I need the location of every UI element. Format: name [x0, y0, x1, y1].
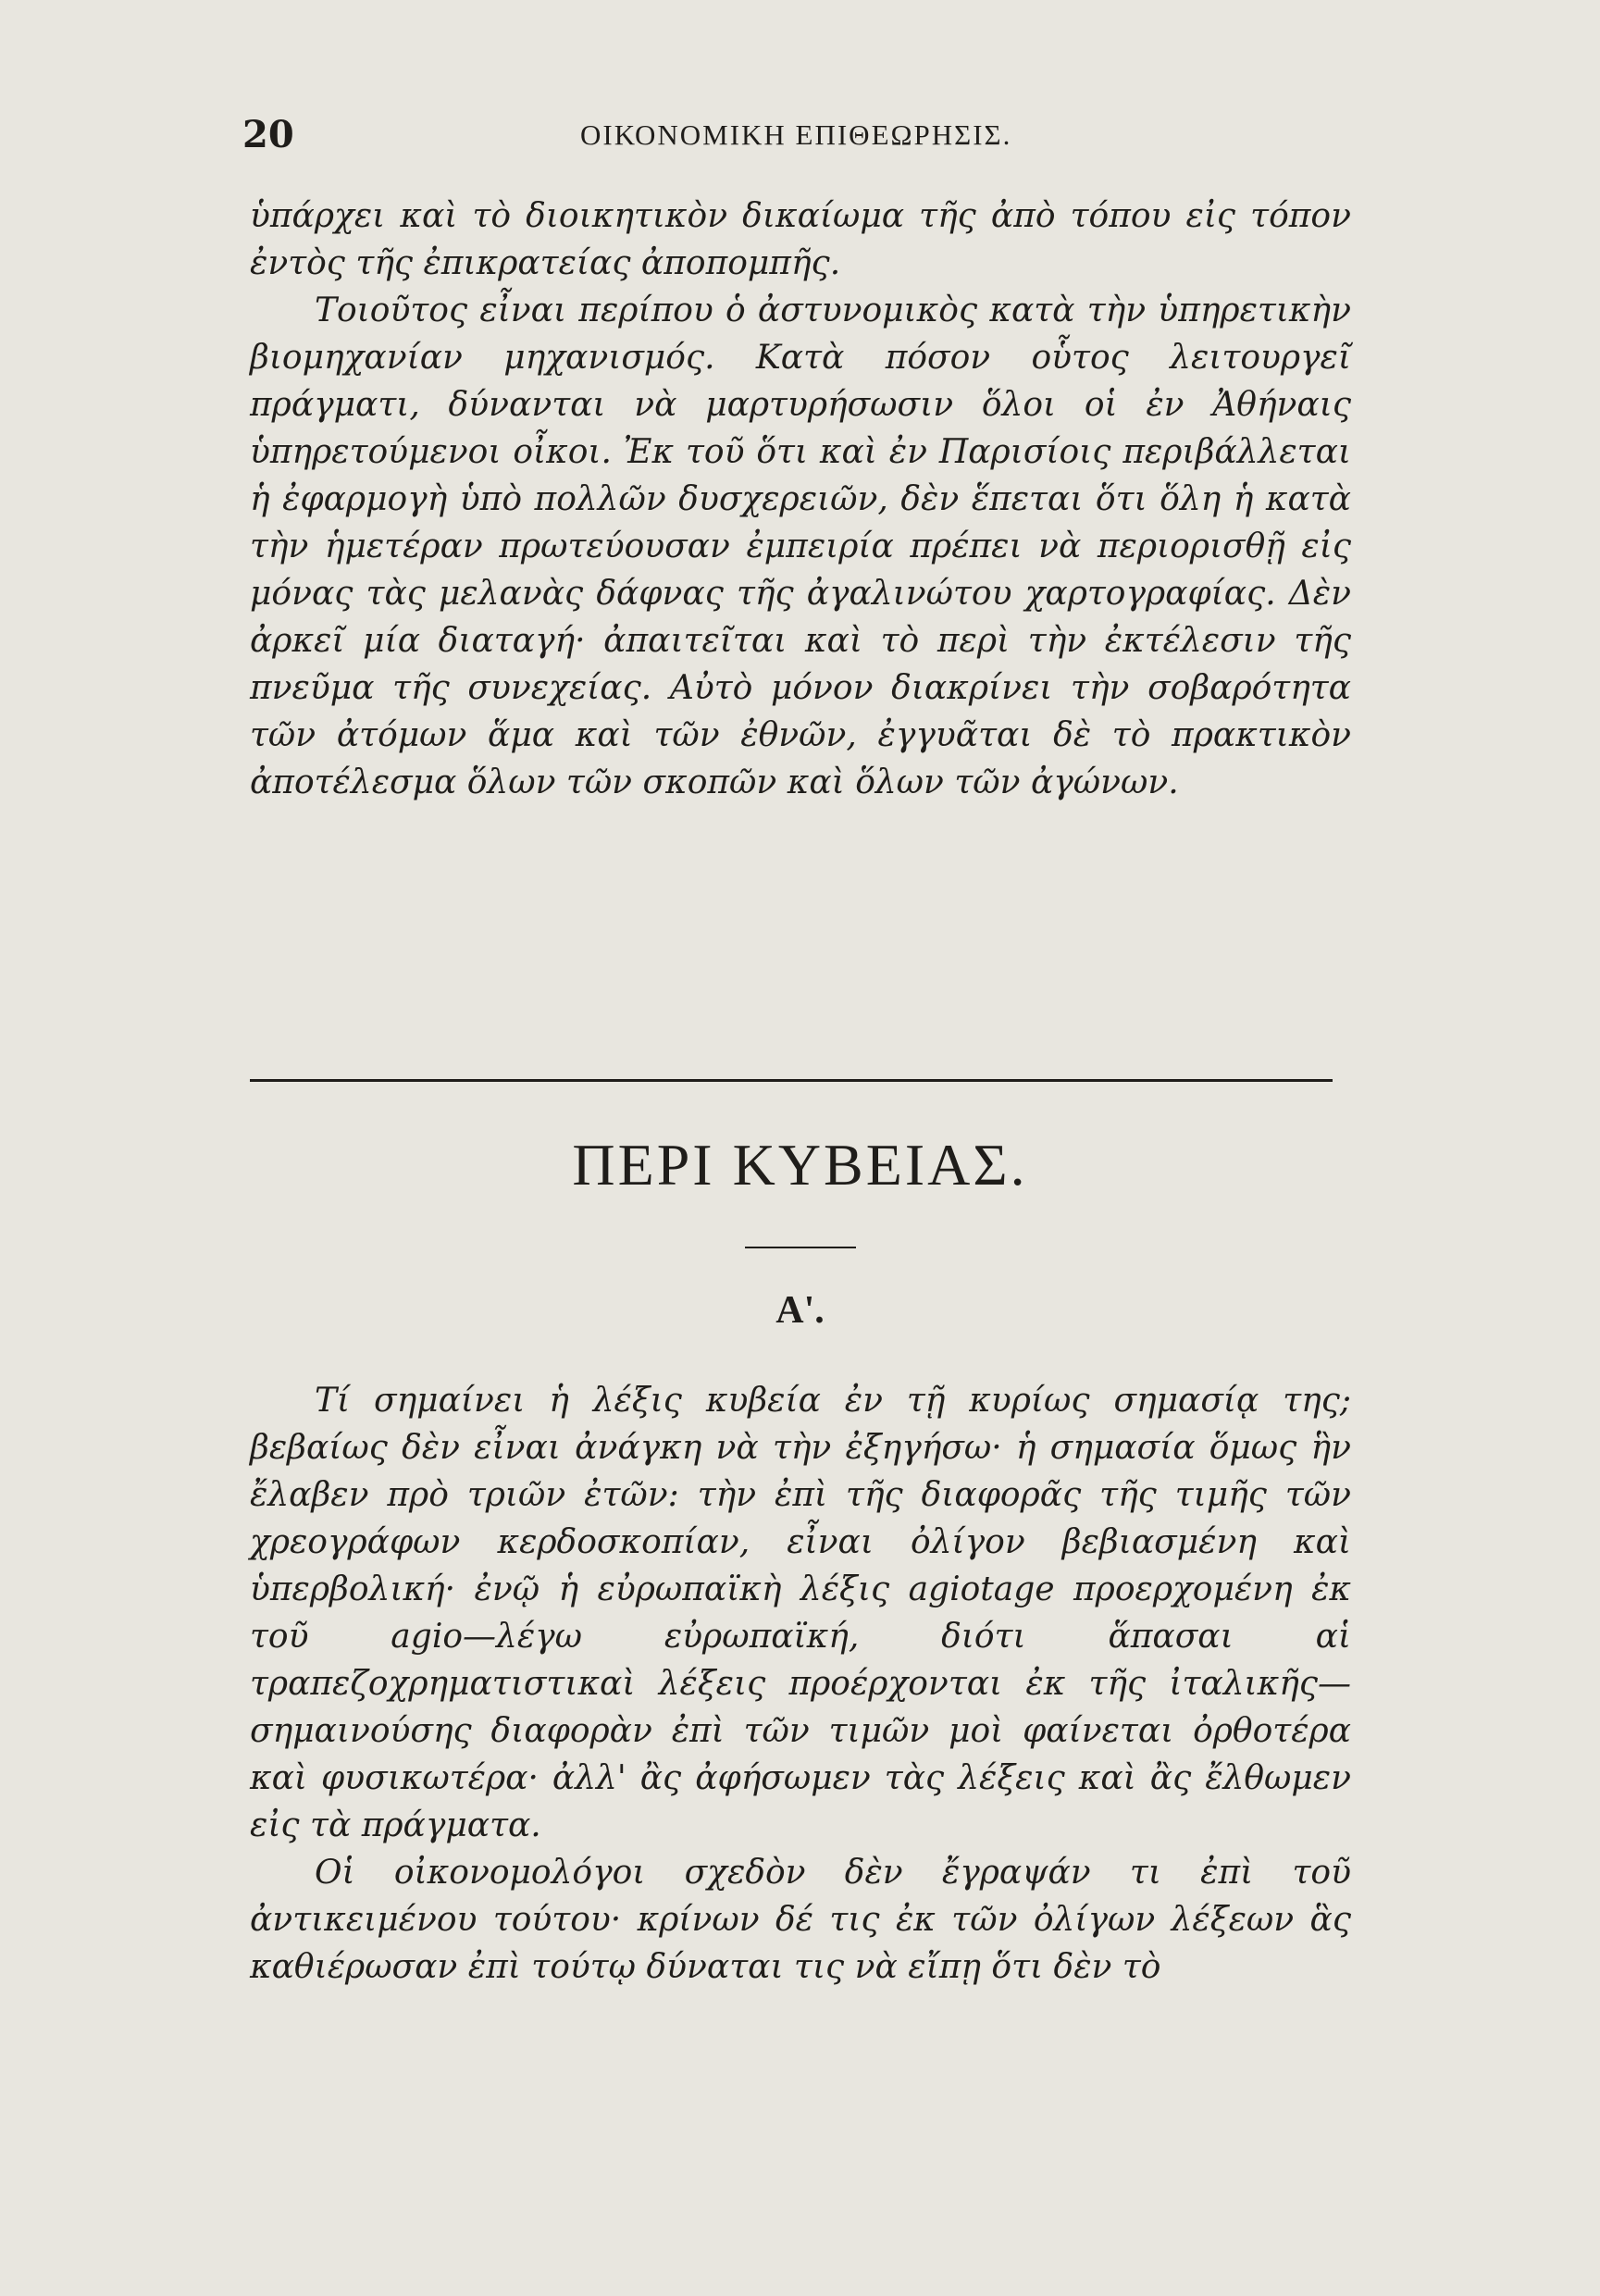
running-title: ΟΙΚΟΝΟΜΙΚΗ ΕΠΙΘΕΩΡΗΣΙΣ.	[580, 118, 1012, 151]
subsection-number: Α'.	[775, 1289, 825, 1332]
text-block-section	[250, 1377, 1351, 1991]
text-block-continuation	[250, 192, 1351, 806]
paragraph: Τοιοῦτος εἶναι περίπου ὁ ἀστυνομικὸς κατὰ τὴν ὑπηρετικὴν βιομηχανίαν μηχανισμός. Κατὰ πόσον οὗτος λειτουργεῖ πράγματι, δύνανται νὰ μαρτυρήσωσιν ὅλοι οἱ ἐν Ἀθήναις ὑπηρετούμενοι οἶκοι. Ἐκ τοῦ ὅτι καὶ ἐν Παρισίοις περιβάλλεται ἡ ἐφαρμογὴ ὑπὸ πολλῶν δυσχερειῶν, δὲν ἕπεται ὅτι ὅλη ἡ κατὰ τὴν ἡμετέραν πρωτεύουσαν ἐμπειρία πρέπει νὰ περιορισθῇ εἰς μόνας τὰς μελανὰς δάφνας τῆς ἀγαλινώτου χαρτογραφίας. Δὲν ἀρκεῖ μία διαταγή· ἀπαιτεῖται καὶ τὸ περὶ τὴν ἐκτέλεσιν τῆς πνεῦμα τῆς συνεχείας. Αὐτὸ μόνον διακρίνει τὴν σοβαρότητα τῶν ἀτόμων ἅμα καὶ τῶν ἐθνῶν, ἐγγυᾶται δὲ τὸ πρακτικὸν ἀποτέλεσμα ὅλων τῶν σκοπῶν καὶ ὅλων τῶν ἀγώνων.	[250, 292, 1351, 801]
paragraph-continued: ὑπάρχει καὶ τὸ διοικητικὸν δικαίωμα τῆς ἀπὸ τόπου εἰς τόπον ἐντὸς τῆς ἐπικρατείας ἀποπομπῆς.	[250, 197, 1351, 282]
running-head	[242, 113, 1344, 159]
paragraph: Τί σημαίνει ἡ λέξις κυβεία ἐν τῇ κυρίως σημασίᾳ της; βεβαίως δὲν εἶναι ἀνάγκη νὰ τὴν ἐξηγήσω· ἡ σημασία ὅμως ἣν ἔλαβεν πρὸ τριῶν ἐτῶν: τὴν ἐπὶ τῆς διαφορᾶς τῆς τιμῆς τῶν χρεογράφων κερδοσκοπίαν, εἶναι ὀλίγον βεβιασμένη καὶ ὑπερβολική· ἐνῷ ἡ εὐρωπαϊκὴ λέξις agiotage προερχομένη ἐκ τοῦ agio—λέγω εὐρωπαϊκή, διότι ἅπασαι αἱ τραπεζοχρηματιστικαὶ λέξεις προέρχονται ἐκ τῆς ἰταλικῆς—σημαινούσης διαφορὰν ἐπὶ τῶν τιμῶν μοὶ φαίνεται ὀρθοτέρα καὶ φυσικωτέρα· ἀλλ' ἂς ἀφήσωμεν τὰς λέξεις καὶ ἂς ἔλθωμεν εἰς τὰ πράγματα.	[250, 1382, 1351, 1844]
page-number: 20	[242, 113, 294, 156]
title-underline	[745, 1247, 856, 1248]
paragraph: Οἱ οἰκονομολόγοι σχεδὸν δὲν ἔγραψάν τι ἐπὶ τοῦ ἀντικειμένου τούτου· κρίνων δέ τις ἐκ τῶν ὀλίγων λέξεων ἃς καθιέρωσαν ἐπὶ τούτῳ δύναται τις νὰ εἴπῃ ὅτι δὲν τὸ	[250, 1854, 1351, 1986]
section-divider	[250, 1079, 1333, 1082]
section-title: ΠΕΡΙ ΚΥΒΕΙΑΣ.	[572, 1132, 1028, 1198]
